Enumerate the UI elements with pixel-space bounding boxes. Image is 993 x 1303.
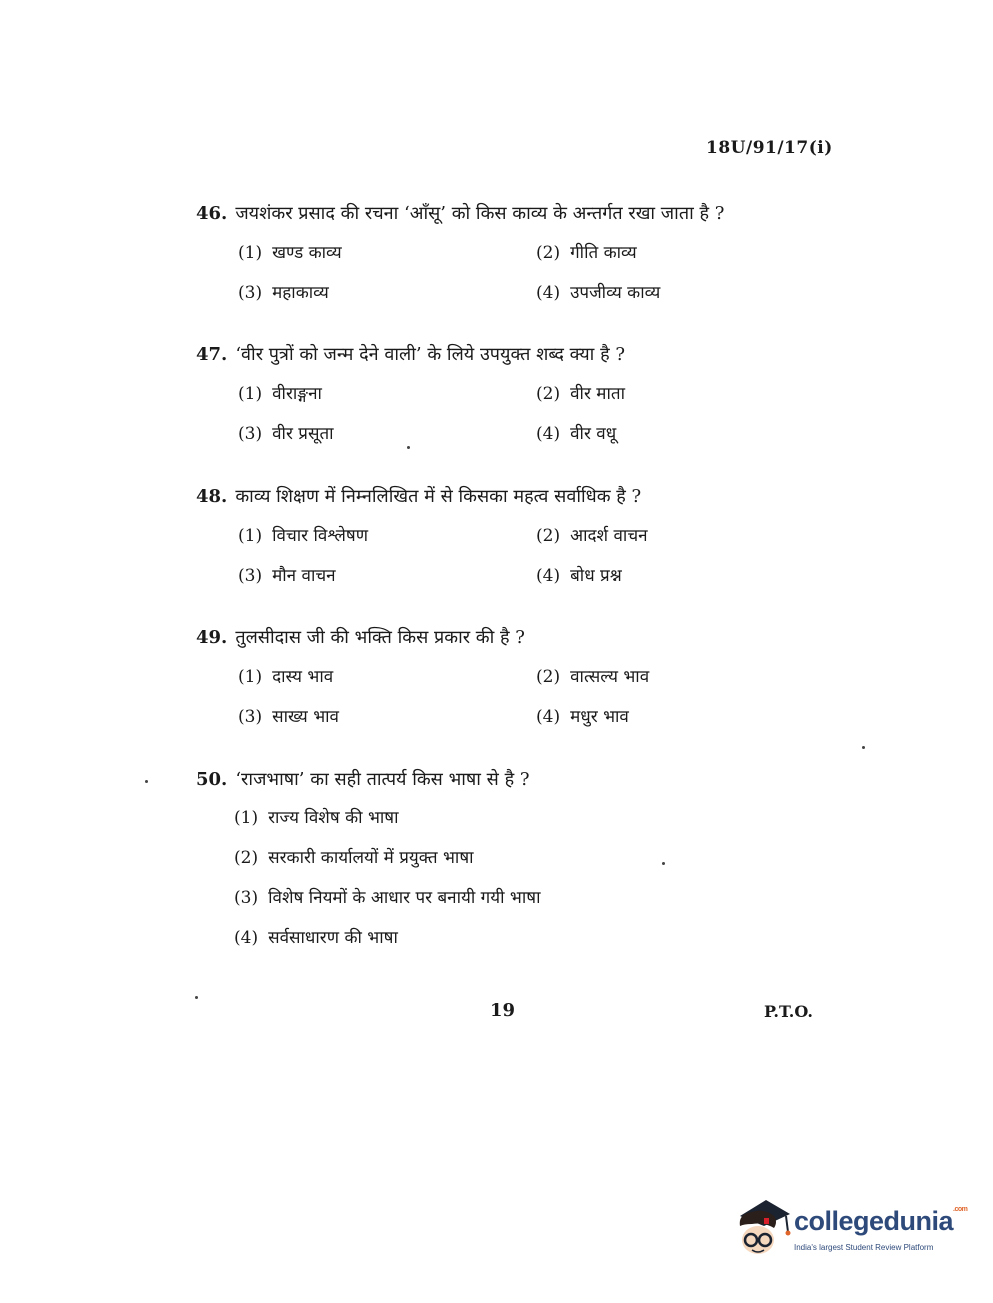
question-stem: ‘वीर पुत्रों को जन्म देने वाली’ के लिये उपयुक्त शब्द क्या है ? bbox=[235, 344, 625, 365]
option-number: (2) bbox=[536, 243, 561, 263]
question-number: 48. bbox=[196, 486, 228, 507]
option bbox=[536, 704, 629, 727]
option bbox=[196, 886, 856, 926]
option-text: साख्य भाव bbox=[272, 707, 340, 727]
options-list bbox=[196, 806, 856, 966]
student-mascot-icon bbox=[734, 1196, 792, 1262]
option bbox=[238, 523, 368, 546]
option bbox=[536, 523, 648, 546]
page-number: 19 bbox=[490, 1000, 516, 1021]
question-number: 49. bbox=[196, 627, 228, 648]
paper-code: 18U/91/17(i) bbox=[706, 138, 833, 158]
option bbox=[196, 806, 856, 846]
option-number: (3) bbox=[238, 283, 263, 303]
question-46 bbox=[196, 202, 856, 322]
option-text: महाकाव्य bbox=[272, 283, 329, 303]
option-number: (4) bbox=[536, 707, 561, 727]
question-text bbox=[196, 202, 856, 226]
option bbox=[536, 240, 637, 263]
option-text: गीति काव्य bbox=[570, 243, 637, 263]
option-text: विचार विश्लेषण bbox=[272, 526, 369, 546]
option-text: वीर वधू bbox=[570, 424, 617, 444]
scan-speck bbox=[862, 746, 865, 749]
option bbox=[238, 421, 334, 444]
option-number: (2) bbox=[536, 667, 561, 687]
option-text: विशेष नियमों के आधार पर बनायी गयी भाषा bbox=[268, 888, 541, 908]
option bbox=[238, 280, 329, 303]
options-grid bbox=[196, 523, 856, 605]
option bbox=[196, 926, 856, 966]
option-text: दास्य भाव bbox=[272, 667, 334, 687]
question-stem: काव्य शिक्षण में निम्नलिखित में से किसका महत्व सर्वाधिक है ? bbox=[235, 486, 642, 507]
question-number: 47. bbox=[196, 344, 228, 365]
option bbox=[238, 704, 339, 727]
option-text: वात्सल्य भाव bbox=[570, 667, 650, 687]
brand-tagline: India's largest Student Review Platform bbox=[794, 1243, 934, 1252]
collegedunia-logo bbox=[734, 1196, 968, 1262]
question-47 bbox=[196, 343, 856, 463]
option bbox=[536, 563, 622, 586]
option-number: (1) bbox=[238, 243, 263, 263]
pto-label: P.T.O. bbox=[764, 1002, 813, 1021]
question-text bbox=[196, 485, 856, 509]
option bbox=[536, 280, 660, 303]
option-text: वीर माता bbox=[570, 384, 625, 404]
options-grid bbox=[196, 240, 856, 322]
question-50 bbox=[196, 768, 856, 966]
option-number: (2) bbox=[536, 526, 561, 546]
question-text bbox=[196, 343, 856, 367]
option-text: राज्य विशेष की भाषा bbox=[268, 808, 399, 828]
option-number: (4) bbox=[536, 283, 561, 303]
question-stem: ‘राजभाषा’ का सही तात्पर्य किस भाषा से है ? bbox=[235, 769, 530, 790]
scan-speck bbox=[662, 862, 665, 865]
brand-suffix: .com bbox=[953, 1206, 968, 1213]
brand-name bbox=[794, 1206, 967, 1237]
option-number: (3) bbox=[234, 888, 259, 908]
option bbox=[536, 664, 649, 687]
option-number: (4) bbox=[536, 424, 561, 444]
scan-speck bbox=[407, 446, 410, 449]
option-number: (1) bbox=[238, 384, 263, 404]
option-text: बोध प्रश्न bbox=[570, 566, 622, 586]
option-number: (1) bbox=[234, 808, 259, 828]
option bbox=[536, 381, 625, 404]
option bbox=[196, 846, 856, 886]
brand-text: collegedunia bbox=[794, 1206, 954, 1236]
option bbox=[238, 563, 336, 586]
option-number: (2) bbox=[536, 384, 561, 404]
scan-speck bbox=[195, 996, 198, 999]
option-number: (2) bbox=[234, 848, 259, 868]
question-text bbox=[196, 768, 856, 792]
options-grid bbox=[196, 381, 856, 463]
scan-speck bbox=[145, 780, 148, 783]
option bbox=[536, 421, 616, 444]
option-text: आदर्श वाचन bbox=[570, 526, 648, 546]
option-number: (3) bbox=[238, 424, 263, 444]
question-49 bbox=[196, 626, 856, 746]
option-text: वीर प्रसूता bbox=[272, 424, 334, 444]
question-48 bbox=[196, 485, 856, 605]
option-text: मधुर भाव bbox=[570, 707, 629, 727]
option-number: (1) bbox=[238, 667, 263, 687]
option-number: (4) bbox=[234, 928, 259, 948]
question-stem: तुलसीदास जी की भक्ति किस प्रकार की है ? bbox=[235, 627, 525, 648]
option-text: खण्ड काव्य bbox=[272, 243, 342, 263]
option-text: सर्वसाधारण की भाषा bbox=[268, 928, 398, 948]
option bbox=[238, 381, 322, 404]
question-stem: जयशंकर प्रसाद की रचना ‘आँसू’ को किस काव्य के अन्तर्गत रखा जाता है ? bbox=[235, 203, 725, 224]
option-text: सरकारी कार्यालयों में प्रयुक्त भाषा bbox=[268, 848, 474, 868]
option-text: मौन वाचन bbox=[272, 566, 336, 586]
option bbox=[238, 240, 342, 263]
option-text: उपजीव्य काव्य bbox=[570, 283, 661, 303]
option-text: वीराङ्गना bbox=[272, 384, 322, 404]
question-number: 50. bbox=[196, 769, 228, 790]
question-number: 46. bbox=[196, 203, 228, 224]
option-number: (3) bbox=[238, 707, 263, 727]
option bbox=[238, 664, 333, 687]
option-number: (3) bbox=[238, 566, 263, 586]
options-grid bbox=[196, 664, 856, 746]
question-text bbox=[196, 626, 856, 650]
option-number: (4) bbox=[536, 566, 561, 586]
option-number: (1) bbox=[238, 526, 263, 546]
